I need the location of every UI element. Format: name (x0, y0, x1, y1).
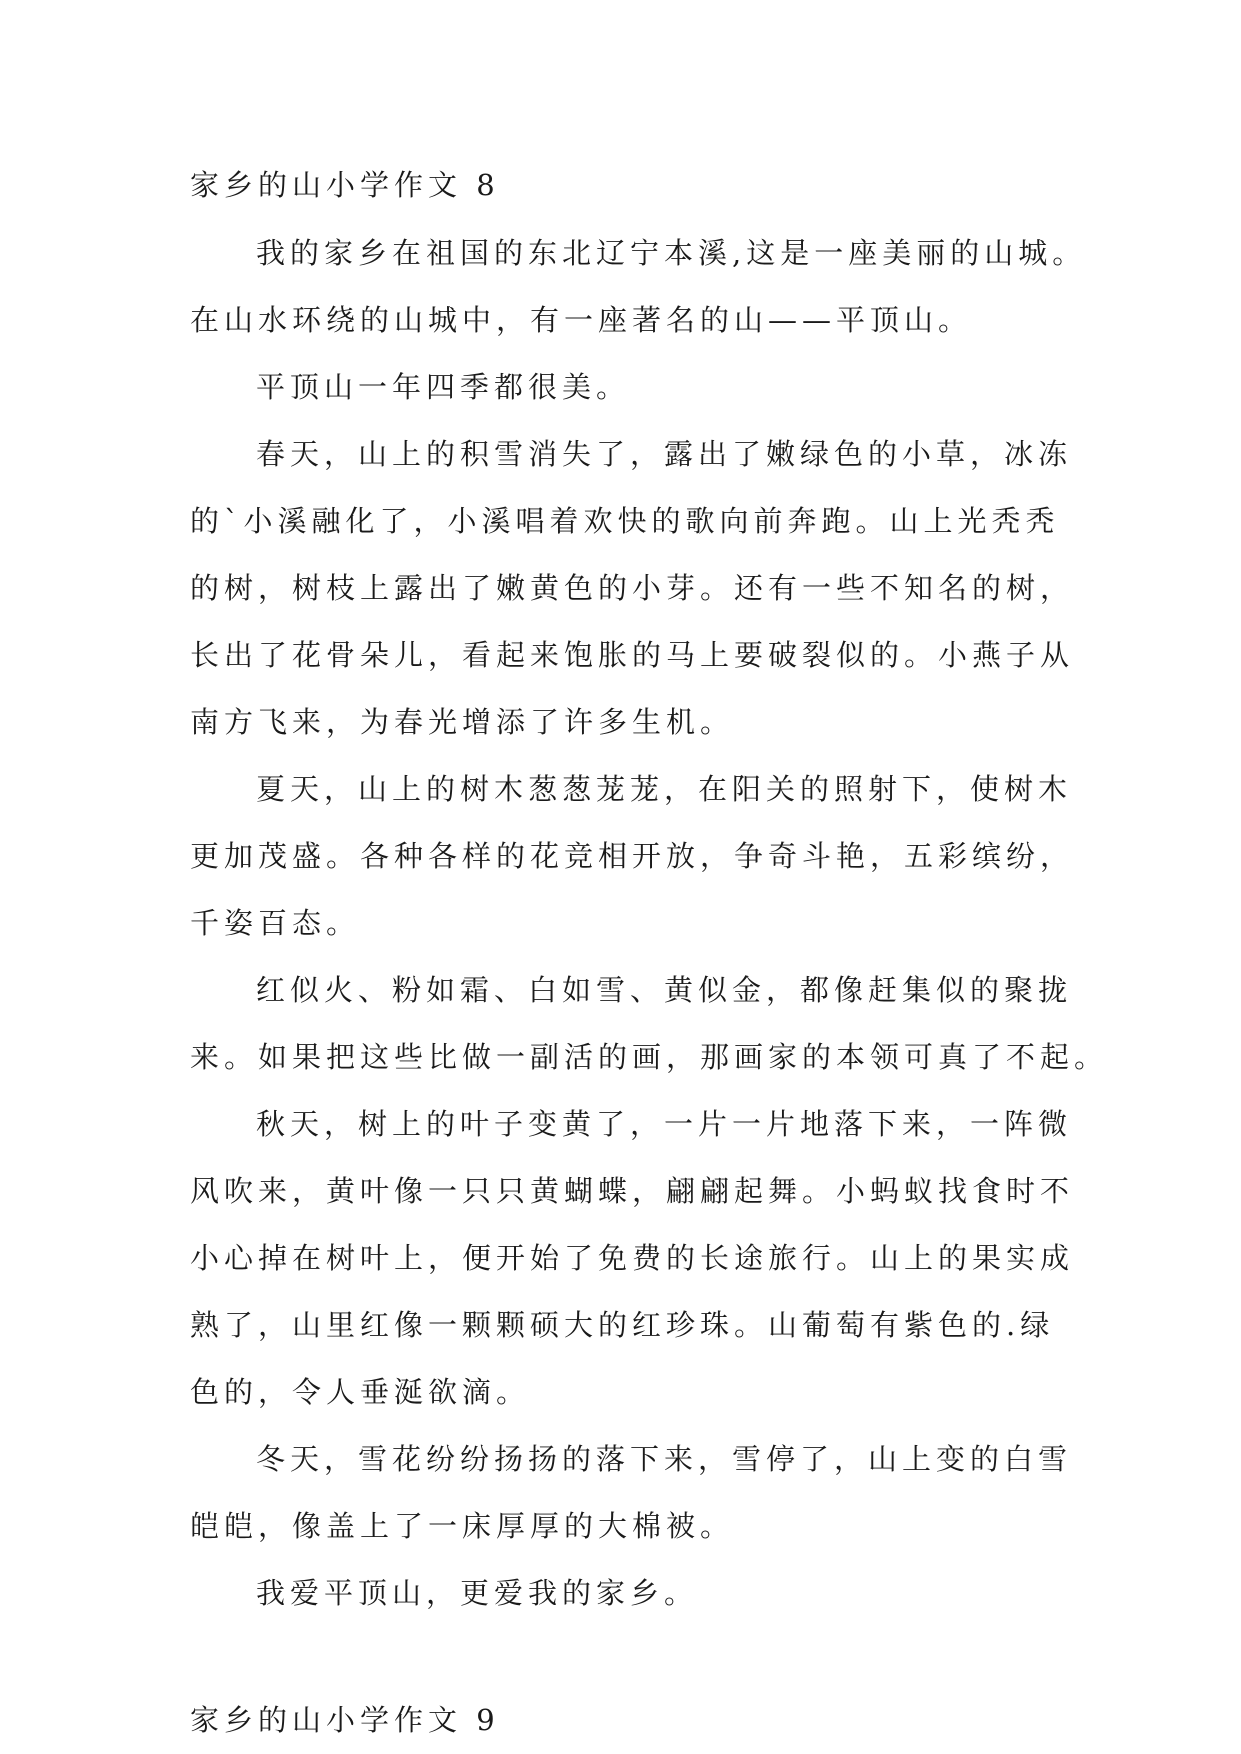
paragraph-line: 在山水环绕的山城中，有一座著名的山——平顶山。 (190, 303, 973, 337)
paragraph-line: 夏天，山上的树木葱葱茏茏，在阳关的照射下，使树木 (256, 772, 1073, 806)
paragraph-line: 来。如果把这些比做一副活的画，那画家的本领可真了不起。 (190, 1040, 1109, 1074)
paragraph-line: 千姿百态。 (190, 906, 361, 940)
paragraph-line: 平顶山一年四季都很美。 (256, 370, 631, 404)
paragraph-line: 春天，山上的积雪消失了，露出了嫩绿色的小草，冰冻 (256, 437, 1073, 471)
essay-title-9: 家乡的山小学作文 9 (190, 1703, 500, 1737)
paragraph-line: 我爱平顶山，更爱我的家乡。 (256, 1576, 699, 1610)
paragraph-line: 的树，树枝上露出了嫩黄色的小芽。还有一些不知名的树， (190, 571, 1075, 605)
paragraph-line: 色的，令人垂涎欲滴。 (190, 1375, 531, 1409)
paragraph-line: 皑皑，像盖上了一床厚厚的大棉被。 (190, 1509, 735, 1543)
paragraph-line: 更加茂盛。各种各样的花竞相开放，争奇斗艳，五彩缤纷， (190, 839, 1075, 873)
essay-title-8: 家乡的山小学作文 8 (190, 168, 500, 202)
paragraph-line: 冬天，雪花纷纷扬扬的落下来，雪停了，山上变的白雪 (256, 1442, 1073, 1476)
paragraph-line: 南方飞来，为春光增添了许多生机。 (190, 705, 735, 739)
paragraph-line: 熟了，山里红像一颗颗硕大的红珍珠。山葡萄有紫色的.绿 (190, 1308, 1055, 1342)
paragraph-line: 红似火、粉如霜、白如雪、黄似金，都像赶集似的聚拢 (256, 973, 1073, 1007)
paragraph-line: 的`小溪融化了，小溪唱着欢快的歌向前奔跑。山上光秃秃 (190, 504, 1060, 538)
paragraph-line: 风吹来，黄叶像一只只黄蝴蝶，翩翩起舞。小蚂蚁找食时不 (190, 1174, 1075, 1208)
paragraph-line: 长出了花骨朵儿，看起来饱胀的马上要破裂似的。小燕子从 (190, 638, 1075, 672)
paragraph-line: 小心掉在树叶上，便开始了免费的长途旅行。山上的果实成 (190, 1241, 1075, 1275)
paragraph-line: 我的家乡在祖国的东北辽宁本溪,这是一座美丽的山城。 (256, 236, 1087, 270)
paragraph-line: 秋天，树上的叶子变黄了，一片一片地落下来，一阵微 (256, 1107, 1073, 1141)
